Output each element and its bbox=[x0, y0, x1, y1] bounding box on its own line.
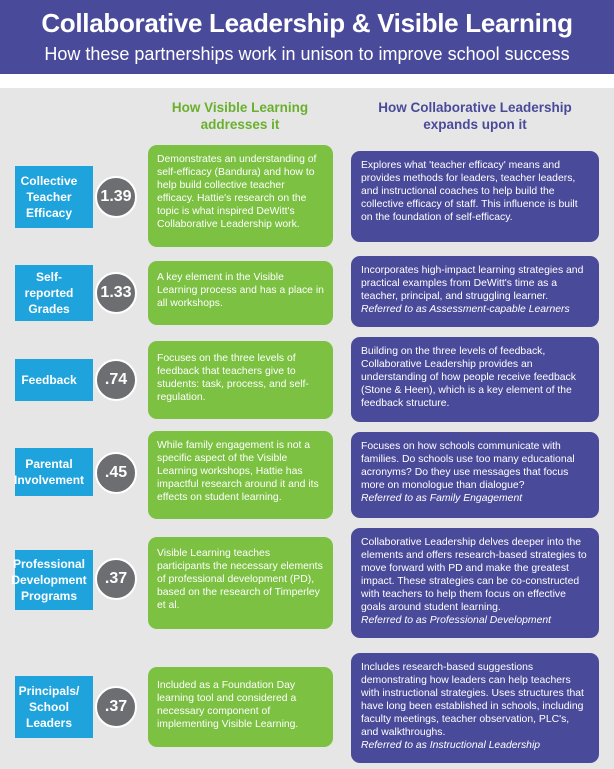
collab-text: Incorporates high-impact learning strategies and practical examples from DeWitt's time as a teacher, principal, and struggling learner. bbox=[361, 265, 584, 302]
row-label: Self-reported Grades bbox=[15, 265, 93, 321]
row-label: Professional Development Programs bbox=[15, 550, 93, 610]
effect-size-badge: .45 bbox=[95, 452, 137, 494]
referred-to-note: Referred to as Assessment-capable Learners bbox=[361, 304, 570, 315]
collaborative-leadership-box bbox=[351, 151, 599, 242]
effect-size-badge: .37 bbox=[95, 686, 137, 728]
collab-text: Collaborative Leadership delves deeper into the elements and offers research-based strategies to move forward with PD and make the greatest impact. These strategies can be co-constructed with teachers to help them focus on effective goals around student learning. bbox=[361, 537, 587, 613]
column-heading-collaborative-leadership: How Collaborative Leadership expands upon it bbox=[378, 100, 572, 132]
collaborative-leadership-box bbox=[351, 256, 599, 327]
visible-learning-box: Visible Learning teaches participants the necessary elements of professional development (PD), based on the research of Timperley et al. bbox=[148, 537, 333, 629]
row-label: Parental Involvement bbox=[15, 448, 93, 496]
effect-size-badge: 1.33 bbox=[95, 272, 137, 314]
collaborative-leadership-box bbox=[351, 432, 599, 518]
visible-learning-box: While family engagement is not a specific aspect of the Visible Learning workshops, Hattie has impactful research around it and its effects on student learning. bbox=[148, 431, 333, 519]
referred-to-note: Referred to as Professional Development bbox=[361, 615, 552, 626]
page-title: Collaborative Leadership & Visible Learning bbox=[41, 8, 573, 38]
collaborative-leadership-box bbox=[351, 653, 599, 763]
header-banner bbox=[0, 0, 614, 74]
visible-learning-box: Included as a Foundation Day learning tool and considered a necessary component of implementing Visible Learning. bbox=[148, 667, 333, 747]
collab-text: Building on the three levels of feedback, Collaborative Leadership provides an understanding of how people receive feedback (Stone & Heen), which is a key element of the feedback structure. bbox=[361, 346, 576, 409]
referred-to-note: Referred to as Instructional Leadership bbox=[361, 740, 541, 751]
collab-text: Focuses on how schools communicate with families. Do schools use too many educational acronyms? Do they use messages that focus more on monologue than dialogue? bbox=[361, 441, 575, 491]
effect-size-badge: 1.39 bbox=[95, 176, 137, 218]
visible-learning-box: Demonstrates an understanding of self-efficacy (Bandura) and how to help build collective teacher efficacy. Hattie's research on the topic is what inspired DeWitt's Collaborative Leadership work. bbox=[148, 145, 333, 247]
column-heading-visible-learning: How Visible Learning addresses it bbox=[171, 100, 309, 132]
row-label: Feedback bbox=[15, 359, 93, 401]
referred-to-note: Referred to as Family Engagement bbox=[361, 493, 523, 504]
row-label: Collective Teacher Efficacy bbox=[15, 166, 93, 228]
collab-text: Explores what 'teacher efficacy' means and provides methods for leaders, teacher leaders, and instructional coaches to help build the collective efficacy of staff. This influence is built on the foundation of self-efficacy. bbox=[361, 160, 578, 223]
page-subtitle: How these partnerships work in unison to improve school success bbox=[44, 44, 570, 64]
visible-learning-box: Focuses on the three levels of feedback that teachers give to students: task, process, and self-regulation. bbox=[148, 341, 333, 419]
row-label: Principals/ School Leaders bbox=[15, 676, 93, 738]
effect-size-badge: .74 bbox=[95, 359, 137, 401]
collaborative-leadership-box bbox=[351, 337, 599, 422]
effect-size-badge: .37 bbox=[95, 558, 137, 600]
visible-learning-box: A key element in the Visible Learning process and has a place in all workshops. bbox=[148, 261, 333, 325]
collab-text: Includes research-based suggestions demonstrating how leaders can help teachers with instructional strategies. Uses structures that have long been established in schools, including faculty meetings, teacher observation, PLC's, and walkthroughs. bbox=[361, 662, 584, 738]
collaborative-leadership-box bbox=[351, 528, 599, 638]
